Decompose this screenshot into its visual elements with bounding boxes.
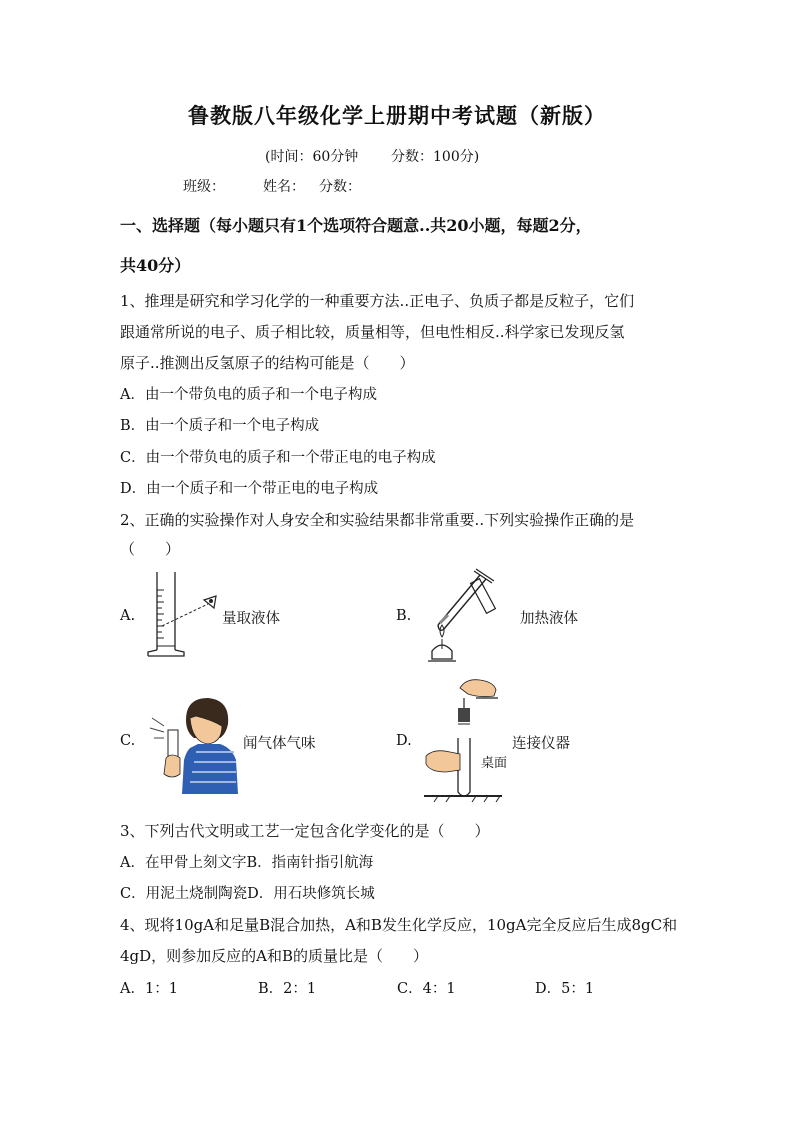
q1-option-d: D．由一个质子和一个带正电的电子构成	[120, 481, 379, 497]
q3-stem: 3、下列古代文明或工艺一定包含化学变化的是（ ）	[120, 822, 490, 840]
q2-option-b-letter: B.	[396, 608, 412, 624]
q2-option-c-letter: C.	[120, 733, 136, 749]
exam-time: (时间：60分钟	[265, 149, 359, 165]
q2-option-a-caption: 量取液体	[222, 611, 280, 627]
q4-option-d: D．5：1	[535, 981, 595, 997]
connecting-apparatus-figure	[424, 672, 514, 804]
q4-option-a: A．1：1	[120, 981, 178, 997]
exam-total-score: 分数：100分)	[391, 149, 480, 165]
q4-option-b: B．2：1	[258, 981, 317, 997]
q2-option-d-letter: D.	[396, 733, 412, 749]
q4-stem-line1: 4、现将10gA和足量B混合加热，A和B发生化学反应，10gA完全反应后生成8gC和	[120, 916, 678, 934]
q1-option-c: C．由一个带负电的质子和一个带正电的电子构成	[120, 450, 436, 466]
class-label: 班级：	[183, 179, 225, 195]
q3-options-ab: A．在甲骨上刻文字B．指南针指引航海	[120, 855, 374, 871]
q1-stem-line3: 原子..推测出反氢原子的结构可能是（ ）	[120, 354, 415, 372]
q1-option-a: A．由一个带负电的质子和一个电子构成	[120, 387, 377, 403]
section-heading-cont: 共40分）	[120, 256, 191, 275]
q2-stem-line1: 2、正确的实验操作对人身安全和实验结果都非常重要..下列实验操作正确的是	[120, 511, 635, 529]
page-title: 鲁教版八年级化学上册期中考试题（新版）	[188, 103, 606, 128]
score-label: 分数：	[319, 179, 361, 195]
q2-option-a-letter: A.	[120, 608, 136, 624]
q2-option-b-caption: 加热液体	[520, 611, 578, 627]
q1-stem-line1: 1、推理是研究和学习化学的一种重要方法..正电子、负质子都是反粒子，它们	[120, 292, 635, 310]
graduated-cylinder-figure	[142, 568, 227, 663]
q4-option-c: C．4：1	[397, 981, 456, 997]
q1-stem-line2: 跟通常所说的电子、质子相比较，质量相等，但电性相反..科学家已发现反氢	[120, 323, 625, 341]
q2-option-d-caption: 连接仪器	[512, 736, 570, 752]
q4-stem-line2: 4gD，则参加反应的A和B的质量比是（ ）	[120, 947, 429, 965]
q2-option-c-caption: 闻气体气味	[243, 736, 316, 752]
q2-stem-line2: （ ）	[120, 540, 181, 558]
q1-option-b: B．由一个质子和一个电子构成	[120, 418, 320, 434]
heating-test-tube-figure	[418, 565, 508, 670]
smelling-gas-figure	[146, 690, 241, 795]
section-heading: 一、选择题（每小题只有1个选项符合题意..共20小题，每题2分，	[120, 216, 592, 235]
q3-options-cd: C．用泥土烧制陶瓷D．用石块修筑长城	[120, 886, 375, 902]
q2-option-d-desk-label: 桌面	[481, 756, 508, 771]
name-label: 姓名：	[263, 179, 305, 195]
